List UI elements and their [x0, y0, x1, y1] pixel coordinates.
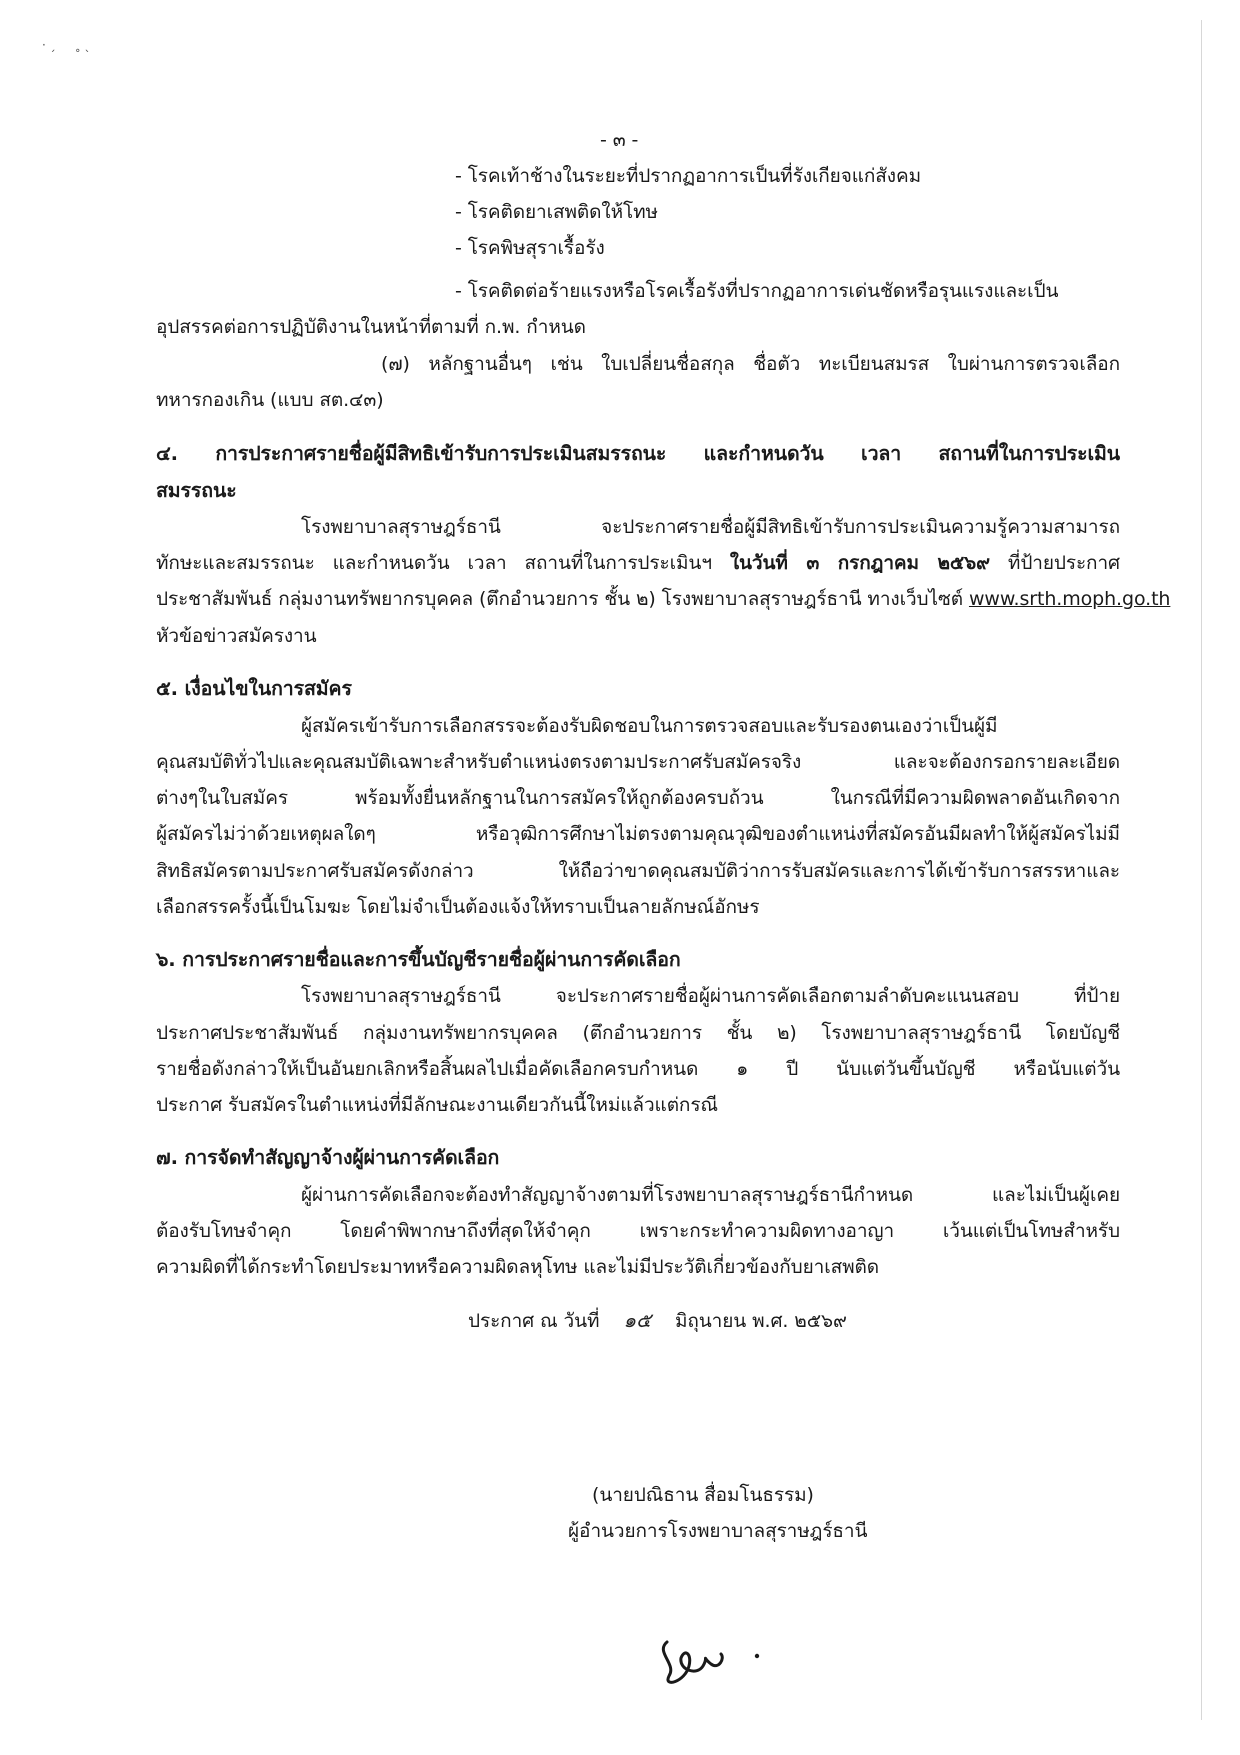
- section4-line1: โรงพยาบาลสุราษฎร์ธานี จะประกาศรายชื่อผู้มีสิทธิเข้ารับการประเมินความรู้ความสามารถ: [301, 516, 1120, 538]
- section6-heading: ๖. การประกาศรายชื่อและการขึ้นบัญชีรายชื่อผู้ผ่านการคัดเลือก: [156, 948, 681, 971]
- section4-line2-text: ทักษะและสมรรถนะ และกำหนดวัน เวลา สถานที่ในการประเมินฯ: [156, 552, 730, 574]
- section5-heading: ๕. เงื่อนไขในการสมัคร: [156, 677, 352, 700]
- signer-name: (นายปณิธาน สื่อมโนธรรม): [592, 1484, 814, 1506]
- disease-item-1: - โรคเท้าช้างในระยะที่ปรากฏอาการเป็นที่รังเกียจแก่สังคม: [455, 165, 922, 187]
- section6-line4: ประกาศ รับสมัครในตำแหน่งที่มีลักษณะงานเดียวกันนี้ใหม่แล้วแต่กรณี: [156, 1094, 718, 1116]
- announcement-month-year: มิถุนายน พ.ศ. ๒๕๖๙: [674, 1310, 847, 1332]
- competency-date: ในวันที่ ๓ กรกฎาคม ๒๕๖๙: [729, 552, 990, 574]
- announcement-day: ๑๕: [623, 1308, 651, 1332]
- section4-line2: [156, 551, 1120, 575]
- disease-item-2: - โรคติดยาเสพติดให้โทษ: [455, 201, 658, 223]
- announcement-prefix: ประกาศ ณ วันที่: [468, 1310, 600, 1332]
- section6-line2: ประกาศประชาสัมพันธ์ กลุ่มงานทรัพยากรบุคคล (ตึกอำนวยการ ชั้น ๒) โรงพยาบาลสุราษฎร์ธานี โดยบัญชี: [156, 1022, 1120, 1044]
- item7-line1: (๗) หลักฐานอื่นๆ เช่น ใบเปลี่ยนชื่อสกุล ชื่อตัว ทะเบียนสมรส ใบผ่านการตรวจเลือก: [381, 353, 1120, 375]
- page-number: - ๓ -: [600, 129, 639, 151]
- announcement-date: [468, 1308, 847, 1333]
- section4-line3: [156, 587, 1171, 611]
- section5-line6: เลือกสรรครั้งนี้เป็นโมฆะ โดยไม่จำเป็นต้องแจ้งให้ทราบเป็นลายลักษณ์อักษร: [156, 896, 760, 918]
- section4-line2-tail: ที่ป้ายประกาศ: [989, 552, 1120, 574]
- website-link[interactable]: www.srth.moph.go.th: [968, 588, 1171, 610]
- section4-line4: หัวข้อข่าวสมัครงาน: [156, 625, 317, 647]
- section6-line3: รายชื่อดังกล่าวให้เป็นอันยกเลิกหรือสิ้นผลไปเมื่อคัดเลือกครบกำหนด ๑ ปี นับแต่วันขึ้นบัญชี หรือนับแต่วัน: [156, 1058, 1120, 1080]
- disease-item-4: - โรคติดต่อร้ายแรงหรือโรคเรื้อรังที่ปรากฏอาการเด่นชัดหรือรุนแรงและเป็น: [455, 280, 1059, 302]
- section5-line3: ต่างๆในใบสมัคร พร้อมทั้งยื่นหลักฐานในการสมัครให้ถูกต้องครบถ้วน ในกรณีที่มีความผิดพลาดอันเกิดจาก: [156, 787, 1120, 809]
- section7-line2: ต้องรับโทษจำคุก โดยคำพิพากษาถึงที่สุดให้จำคุก เพราะกระทำความผิดทางอาญา เว้นแต่เป็นโทษสำหรับ: [156, 1220, 1120, 1242]
- section4-heading: ๔. การประกาศรายชื่อผู้มีสิทธิเข้ารับการประเมินสมรรถนะ และกำหนดวัน เวลา สถานที่ในการประเมิน: [156, 442, 1120, 465]
- section7-line1: ผู้ผ่านการคัดเลือกจะต้องทำสัญญาจ้างตามที่โรงพยาบาลสุราษฎร์ธานีกำหนด และไม่เป็นผู้เคย: [301, 1184, 1120, 1206]
- section4-line3-text: ประชาสัมพันธ์ กลุ่มงานทรัพยากรบุคคล (ตึกอำนวยการ ชั้น ๒) โรงพยาบาลสุราษฎร์ธานี ทางเว็บไซต์: [156, 588, 969, 610]
- scan-edge-mark: [1201, 20, 1202, 1720]
- section5-line2: คุณสมบัติทั่วไปและคุณสมบัติเฉพาะสำหรับตำแหน่งตรงตามประกาศรับสมัครจริง และจะต้องกรอกรายละเอียด: [156, 751, 1120, 773]
- section5-line5: สิทธิสมัครตามประกาศรับสมัครดังกล่าว ให้ถือว่าขาดคุณสมบัติว่าการรับสมัครและการได้เข้ารับการสรรหาและ: [156, 860, 1120, 882]
- section7-line3: ความผิดที่ได้กระทำโดยประมาทหรือความผิดลหุโทษ และไม่มีประวัติเกี่ยวข้องกับยาเสพติด: [156, 1256, 879, 1278]
- disease-item-4-cont: อุปสรรคต่อการปฏิบัติงานในหน้าที่ตามที่ ก.พ. กำหนด: [156, 316, 586, 338]
- item7-line2: ทหารกองเกิน (แบบ สต.๔๓): [156, 389, 384, 411]
- disease-item-3: - โรคพิษสุราเรื้อรัง: [455, 237, 605, 259]
- section5-line4: ผู้สมัครไม่ว่าด้วยเหตุผลใดๆ หรือวุฒิการศึกษาไม่ตรงตามคุณวุฒิของตำแหน่งที่สมัครอันมีผลทำให้ผู้สมัครไม่มี: [156, 823, 1120, 845]
- section4-heading-cont: สมรรถนะ: [156, 479, 237, 502]
- scan-speck: · ˏ ˳ ˎ: [42, 38, 91, 52]
- section7-heading: ๗. การจัดทำสัญญาจ้างผู้ผ่านการคัดเลือก: [156, 1146, 500, 1169]
- section5-line1: ผู้สมัครเข้ารับการเลือกสรรจะต้องรับผิดชอบในการตรวจสอบและรับรองตนเองว่าเป็นผู้มี: [301, 715, 998, 737]
- section6-line1: โรงพยาบาลสุราษฎร์ธานี จะประกาศรายชื่อผู้ผ่านการคัดเลือกตามลำดับคะแนนสอบ ที่ป้าย: [301, 985, 1120, 1007]
- signer-title: ผู้อำนวยการโรงพยาบาลสุราษฎร์ธานี: [568, 1520, 868, 1542]
- signature-mark: [655, 1630, 775, 1700]
